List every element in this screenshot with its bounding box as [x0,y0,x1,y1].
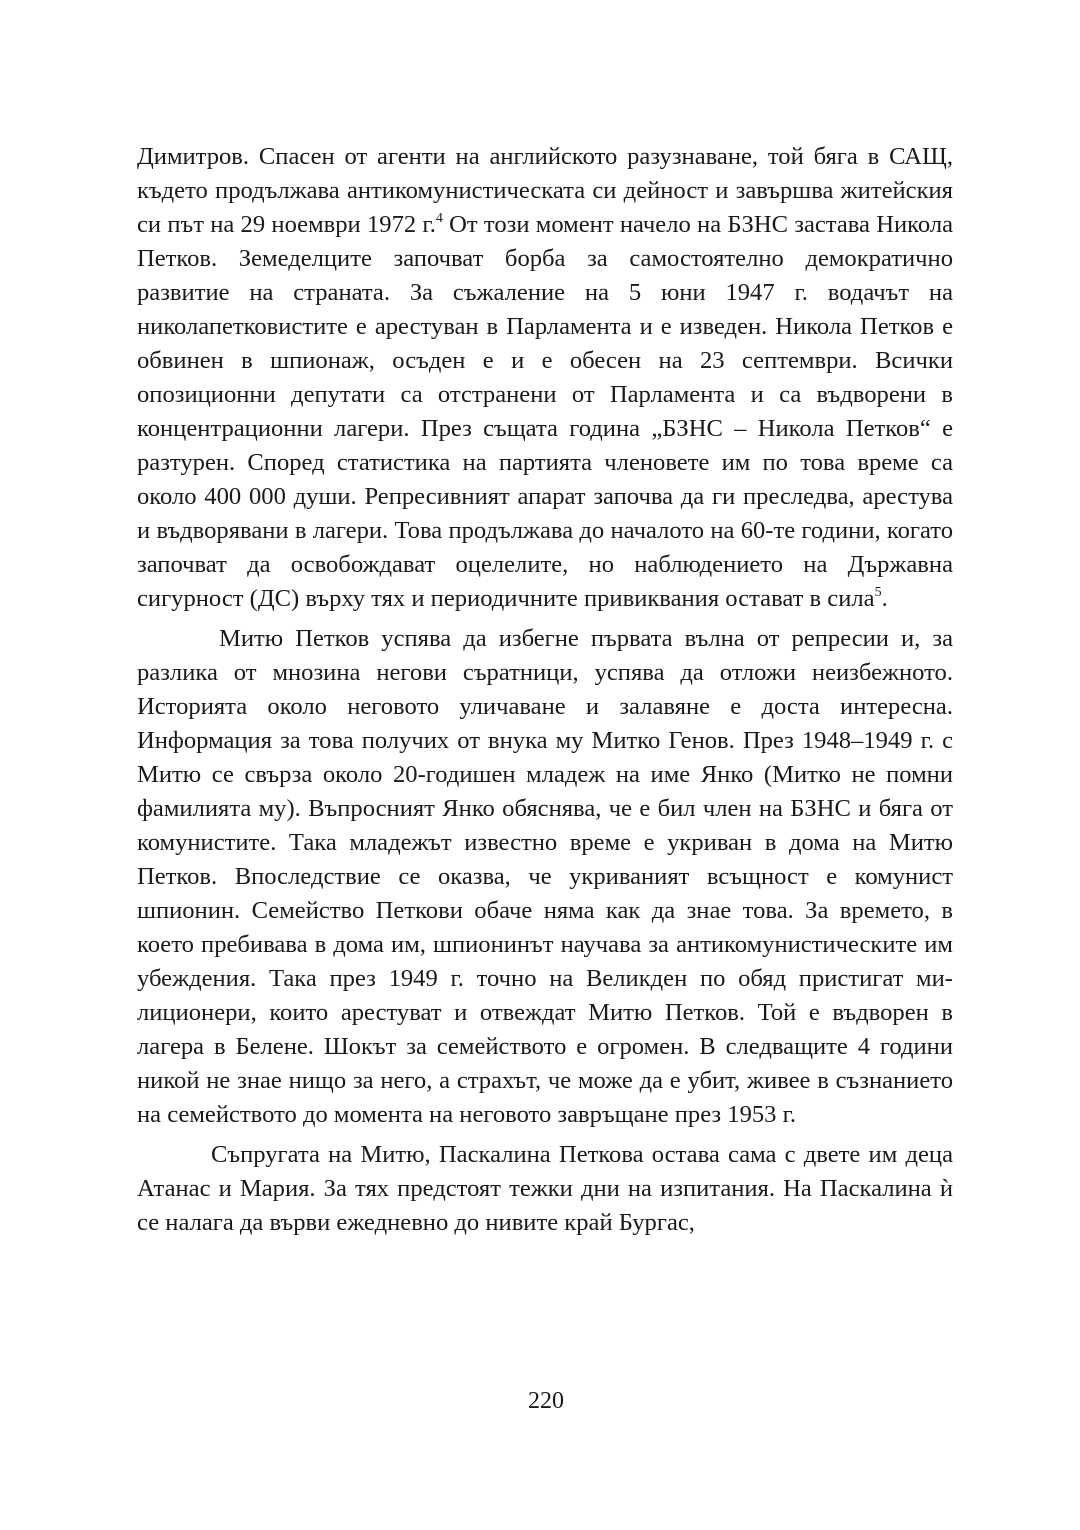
paragraph-1 [137,140,953,616]
page-number: 220 [528,1388,564,1414]
p1-text-3: . [881,585,888,612]
footnote-ref-4[interactable]: 4 [435,210,443,226]
p2-text: Митю Петков успява да избегне първата вълна от репресии и, за разлика от мнозина негови съратници, успява да отложи неизбежното. Историята около неговото уличаване и залавяне е доста интересна. Информация за това получих от внука му Митко Генов. През 1948–1949 г. с Митю се свърза около 20-годишен младеж на име Янко (Митко не помни фамилията му). Въпросният Янко обяснява, че е бил член на БЗНС и бяга от комунистите. Така младежът известно време е укриван в дома на Митю Петков. Впоследствие се оказва, че укриваният всъщност е комунист шпионин. Семейство Петкови обаче няма как да знае това. За времето, в което пребивава в дома им, шпионинът научава за антикомунистическите им убеждения. Така през 1949 г. точно на Великден по обяд пристигат милиционери, които арестуват и отвеждат Митю Петков. Той е въдворен в лагера в Белене. Шокът за семейството е огромен. В следващите 4 години никой не знае нищо за него, а страхът, че може да е убит, живее в съзнанието на семейството до момента на неговото завръщане през 1953 г. [137,625,953,1128]
p1-text-2: От този момент начело на БЗНС застава Никола Петков. Земеделците започват борба за самостоятелно демократично развитие на страната. За съжаление на 5 юни 1947 г. водачът на николапетковистите е арестуван в Парламента и е изведен. Никола Петков е обвинен в шпионаж, осъден е и е обесен на 23 септември. Всички опозиционни депутати са отстранени от Парламента и са въдворени в концентрационни лагери. През същата година „БЗНС – Никола Петков“ е разтурен. Според статистика на партията членовете им по това време са около 400 000 души. Репресивният апарат започва да ги преследва, арестува и въдворявани в лагери. Това продължава до началото на 60-те години, когато започват да освобождават оцелелите, но наблюдението на Държавна сигурност (ДС) върху тях и периодичните привиквания остават в сила [137,211,954,612]
paragraph-2 [137,622,953,1132]
paragraph-3 [137,1138,953,1240]
p1-text-1: Димитров. Спасен от агенти на английското разузнаване, той бяга в САЩ, където продължава антикомунистическата си дейност и завършва житейския си път на 29 ноември 1972 г. [137,143,953,238]
footnote-ref-5[interactable]: 5 [874,584,882,600]
book-page [137,140,953,1240]
p3-text: Съпругата на Митю, Паскалина Петкова остава сама с двете им деца Атанас и Мария. За тях предстоят тежки дни на изпитания. На Паскалина ѝ се налага да върви ежедневно до нивите край Бургас, [137,1141,953,1236]
